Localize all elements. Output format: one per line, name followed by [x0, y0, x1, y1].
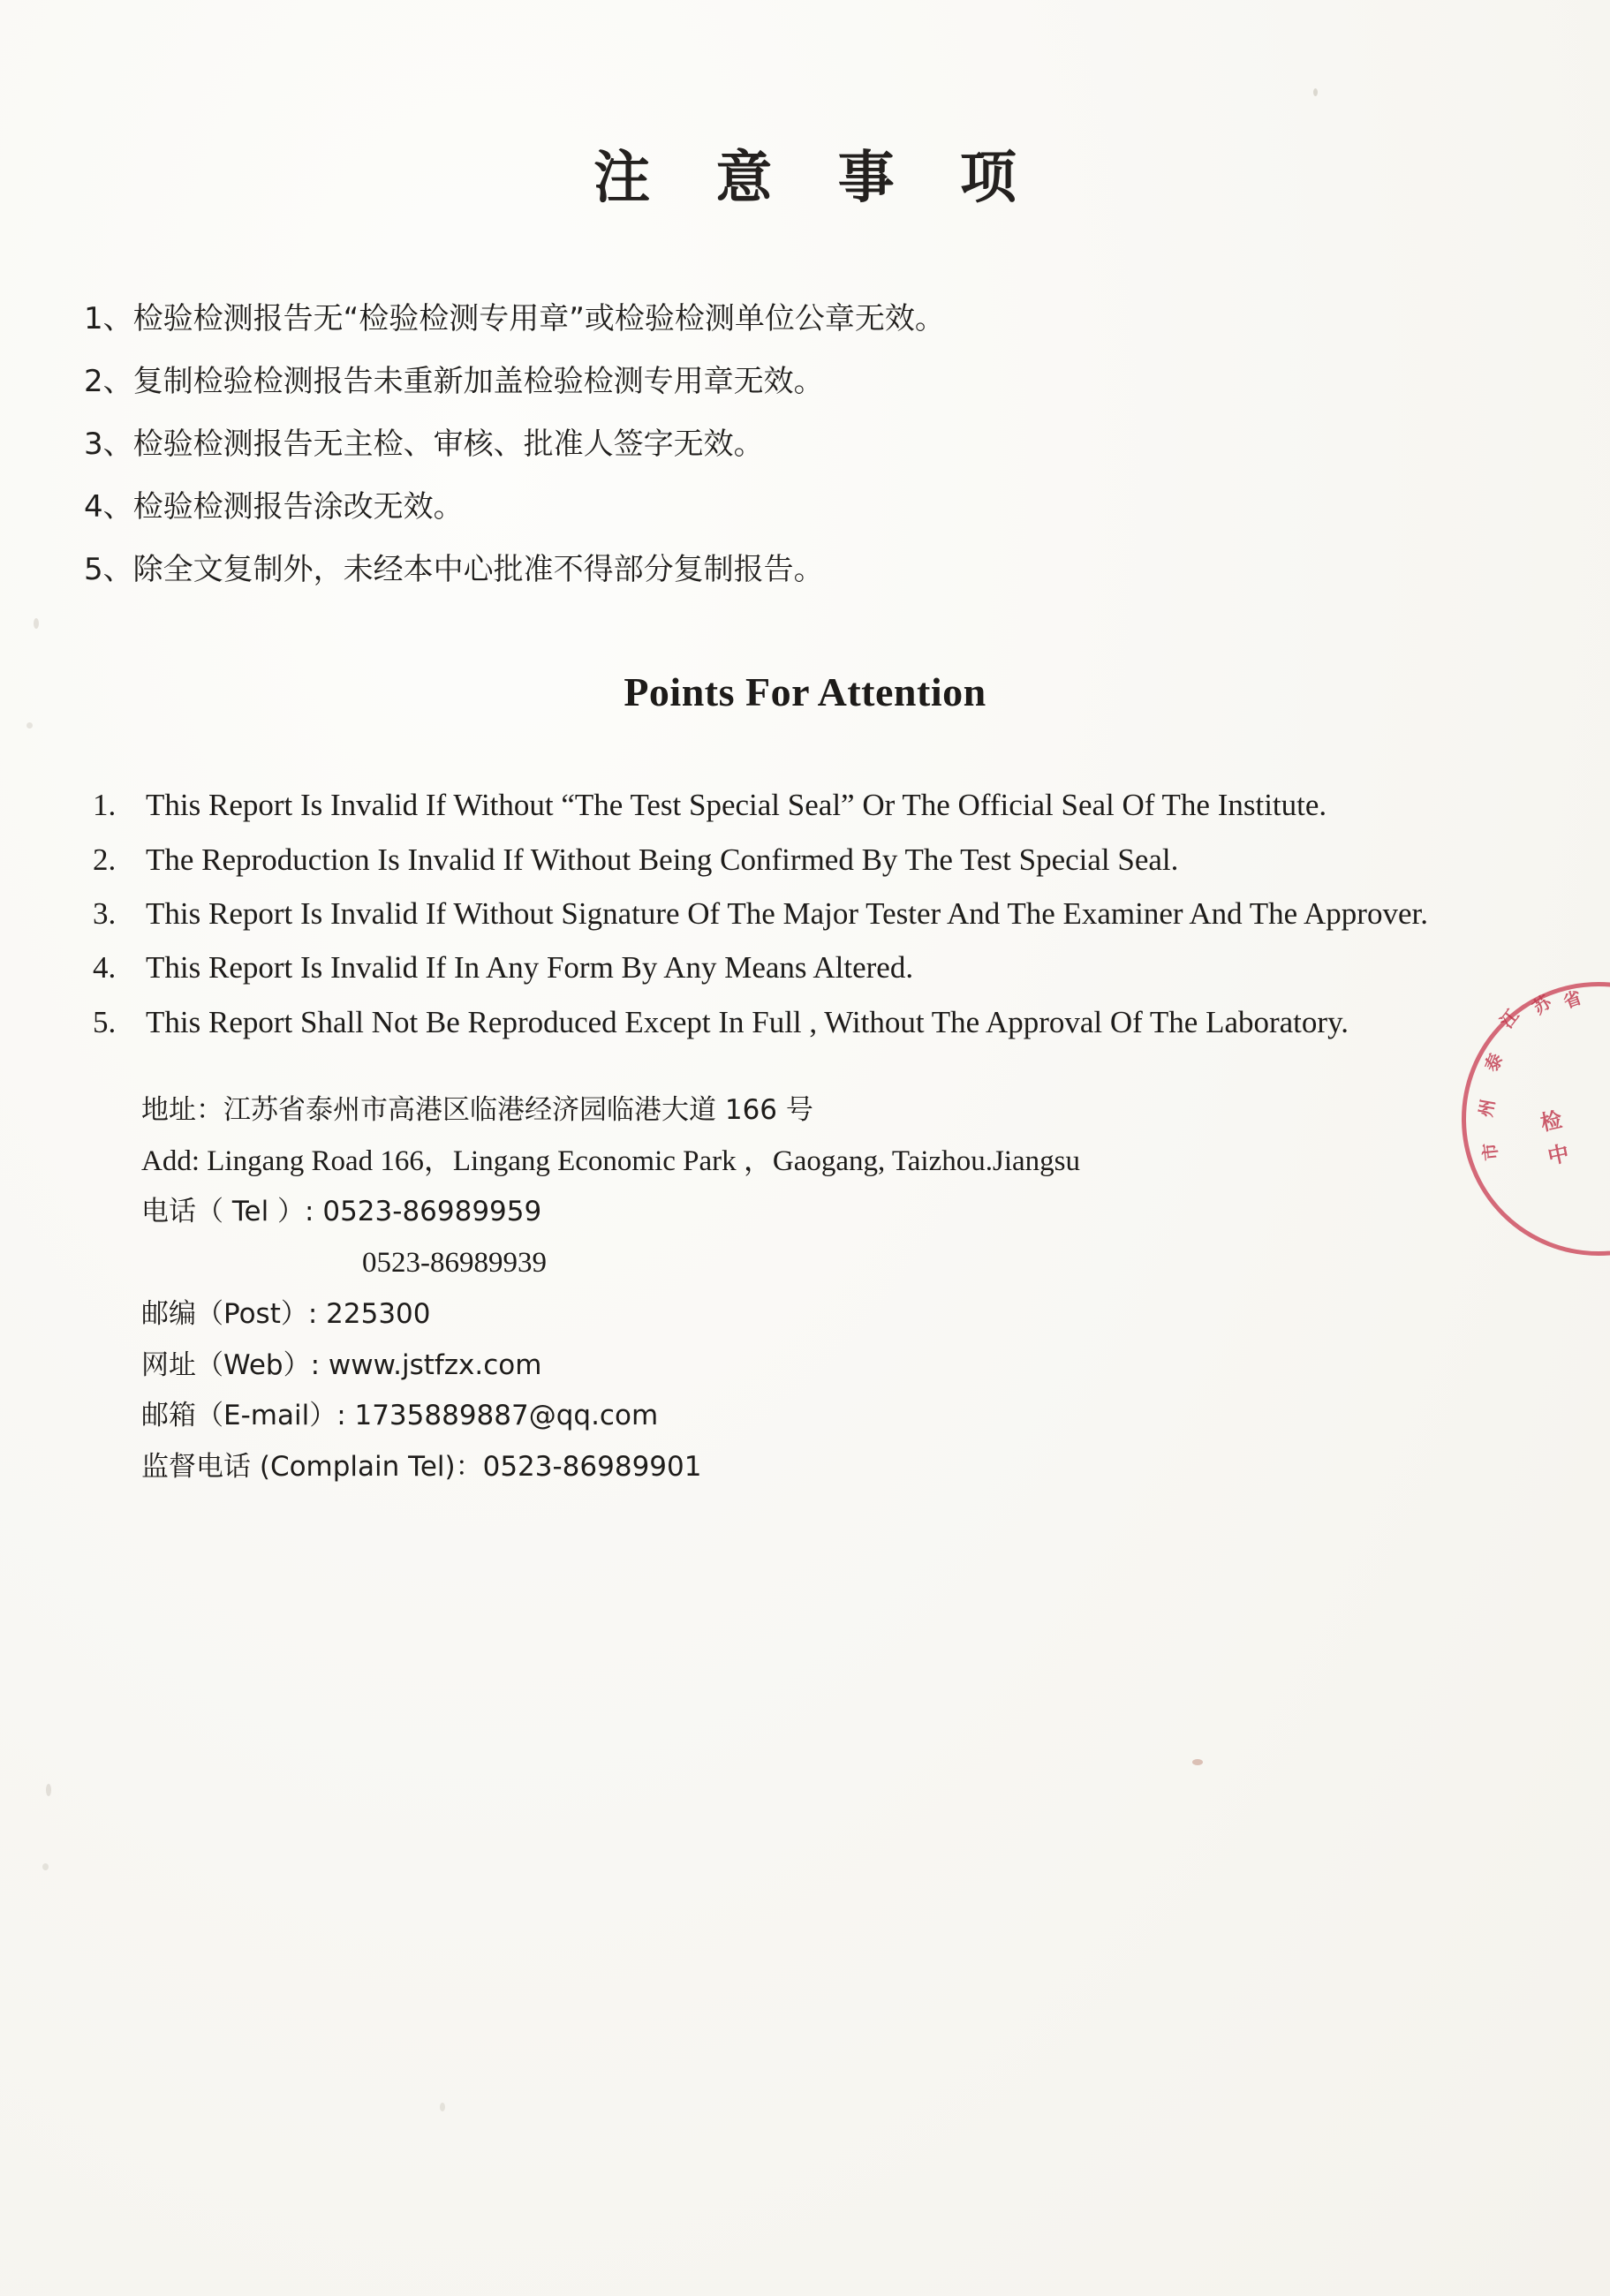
- chinese-notes-list: [0, 295, 1610, 594]
- list-item-number: 1.: [93, 788, 117, 823]
- contact-complain-tel-text: 监督电话 (Complain Tel)：0523-86989901: [141, 1451, 702, 1484]
- scan-speck: [1192, 1759, 1203, 1765]
- contact-address-chinese-text: 地址：江苏省泰州市高港区临港经济园临港大道 166 号: [141, 1093, 813, 1126]
- list-item-text: This Report Shall Not Be Reproduced Except In Full , Without The Approval Of The Laboratory.: [146, 1004, 1349, 1039]
- seal-character: 市: [1478, 1142, 1502, 1162]
- list-item: [0, 943, 1610, 992]
- list-item: [0, 889, 1610, 938]
- list-item: [0, 998, 1610, 1046]
- seal-character: 江: [1495, 1005, 1523, 1032]
- contact-email: [141, 1391, 1610, 1442]
- contact-complain-tel: [141, 1442, 1610, 1493]
- list-item-number: 5.: [93, 1004, 117, 1039]
- scan-speck: [42, 1863, 49, 1870]
- seal-character: 检: [1538, 1106, 1565, 1137]
- scan-speck: [440, 2103, 445, 2111]
- list-item-text: This Report Is Invalid If Without Signature Of The Major Tester And The Examiner And The Approver.: [146, 895, 1428, 931]
- contact-address-chinese: [141, 1085, 1610, 1137]
- list-item: 5、除全文复制外，未经本中心批准不得部分复制报告。: [84, 552, 824, 588]
- seal-character: 省: [1561, 986, 1585, 1013]
- contact-web-text: 网址（Web）: www.jstfzx.com: [141, 1348, 542, 1381]
- scan-speck: [46, 1784, 51, 1796]
- list-item-text: This Report Is Invalid If Without “The Test Special Seal” Or The Official Seal Of The Institute.: [146, 788, 1327, 823]
- seal-character: 泰: [1480, 1050, 1508, 1076]
- page-title-english: Points For Attention: [624, 669, 986, 715]
- seal-character: 州: [1474, 1097, 1500, 1119]
- contact-post-text: 邮编（Post）: 225300: [141, 1297, 431, 1330]
- contact-tel-text: 电话（ Tel ）: 0523-86989959: [141, 1196, 542, 1228]
- contact-address-english: Add: Lingang Road 166，Lingang Economic Park ，Gaogang, Taizhou.Jiangsu: [141, 1144, 1080, 1177]
- list-item-text: This Report Is Invalid If In Any Form By Any Means Altered.: [146, 950, 914, 986]
- seal-character: 苏: [1528, 991, 1556, 1019]
- contact-post: [141, 1289, 1610, 1341]
- list-item-number: 4.: [93, 950, 117, 986]
- page-title-chinese: 注 意 事 项: [593, 146, 1039, 211]
- list-item-number: 3.: [93, 895, 117, 931]
- list-item: [0, 835, 1610, 884]
- list-item: 3、检验检测报告无主检、审核、批准人签字无效。: [84, 427, 764, 463]
- english-notes-list: [0, 781, 1610, 1046]
- contact-block: [0, 1085, 1610, 1493]
- list-item-number: 2.: [93, 842, 117, 877]
- contact-tel-secondary: 0523-86989939: [362, 1247, 547, 1280]
- seal-character: 中: [1545, 1140, 1572, 1170]
- list-item: [0, 781, 1610, 829]
- list-item: 1、检验检测报告无“检验检测专用章”或检验检测单位公章无效。: [84, 301, 945, 336]
- contact-email-text: 邮箱（E-mail）: 1735889887@qq.com: [141, 1400, 659, 1432]
- list-item: 2、复制检验检测报告未重新加盖检验检测专用章无效。: [84, 364, 824, 400]
- list-item: 4、检验检测报告涂改无效。: [84, 489, 464, 525]
- contact-web: [141, 1341, 1610, 1392]
- list-item-text: The Reproduction Is Invalid If Without Being Confirmed By The Test Special Seal.: [146, 842, 1179, 877]
- contact-tel: [141, 1187, 1610, 1238]
